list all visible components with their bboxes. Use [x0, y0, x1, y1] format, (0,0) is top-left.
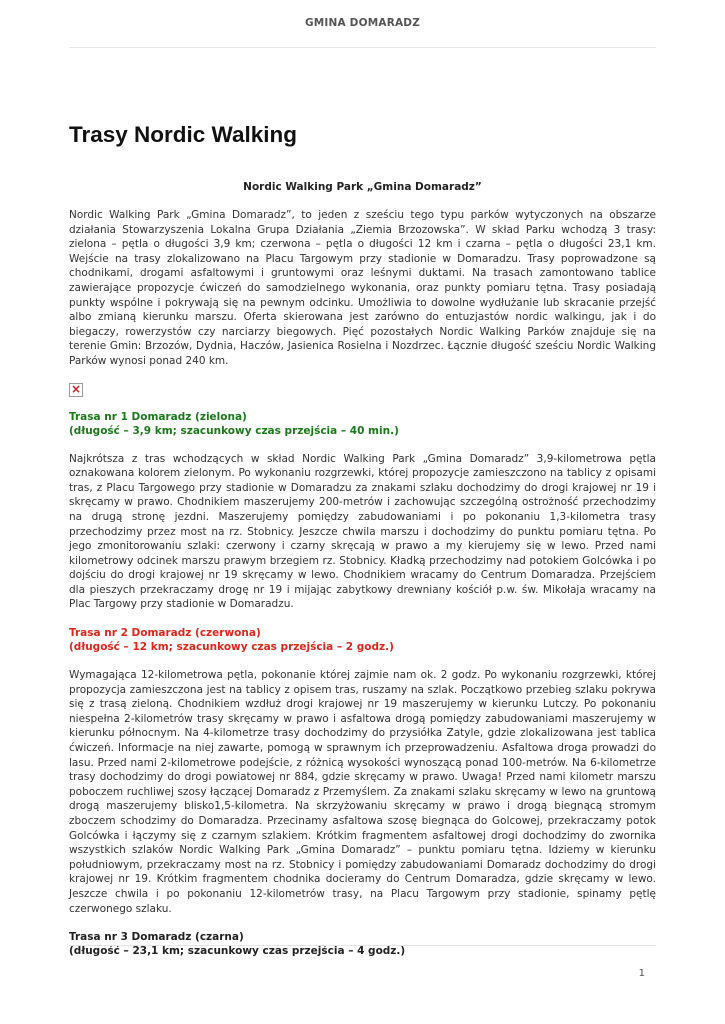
route-1-title-line2: (długość – 3,9 km; szacunkowy czas przejścia – 40 min.) [69, 424, 399, 437]
route-3-title-line1: Trasa nr 3 Domaradz (czarna) [69, 931, 244, 944]
route-3-title-line2: (długość – 23,1 km; szacunkowy czas przejścia – 4 godz.) [69, 945, 406, 958]
route-1-title-line1: Trasa nr 1 Domaradz (zielona) [69, 410, 247, 423]
route-2-title-line2: (długość – 12 km; szacunkowy czas przejścia – 2 godz.) [69, 641, 394, 654]
route-1-description: Najkrótsza z tras wchodzących w skład Nordic Walking Park „Gmina Domaradz” 3,9-kilometrowa pętla oznakowana kolorem zielonym. Po wykonaniu rozgrzewki, której propozycje zamieszczono na tablicy z opisami tras, z Placu Targowego przy stadionie w Domaradzu za znakami szlaku dochodzimy do drogi krajowej nr 19 i skręcamy w prawo. Chodnikiem maszerujemy 200-metrów i zachowując szczególną ostrożność przechodzimy na drugą stronę jezdni. Maszerujemy pomiędzy zabudowaniami i po pokonaniu 1,3-kilometra trasy przechodzimy przez most na rz. Stobnicy. Jeszcze chwila marszu i dochodzimy do punktu pomiaru tętna. Po jego zmonitorowaniu szlaki: czerwony i czarny skręcają w prawo a my kierujemy się w lewo. Przed nami kilometrowy odcinek marszu prawym brzegiem rz. Stobnicy. Kładką przechodzimy nad potokiem Golcówka i po dojściu do drogi krajowej nr 19 skręcamy w lewo. Chodnikiem wracamy do Centrum Domaradza. Przejściem dla pieszych przekraczamy drogę nr 19 i mijając zabytkowy drewniany kościół p.w. św. Mikołaja wracamy na Plac Targowy przy stadionie w Domaradzu. [69, 452, 656, 611]
route-1-title [69, 410, 656, 438]
route-2-description: Wymagająca 12-kilometrowa pętla, pokonanie której zajmie nam ok. 2 godz. Po wykonaniu rozgrzewki, której propozycja zamieszczona jest na tablicy z opisem tras, ruszamy na szlak. Początkowo przebieg szlaku pokrywa się z trasą zieloną. Chodnikiem wzdłuż drogi krajowej nr 19 maszerujemy w kierunku Lutczy. Po pokonaniu niespełna 2-kilometrów trasy skręcamy w prawo i asfaltowa drogą pomiędzy zabudowaniami maszerujemy w kierunku północnym. Na 4-kilometrze trasy dochodzimy do przysiółka Zatyle, gdzie zlokalizowana jest tablica ćwiczeń. Informacje na niej zawarte, pomogą w sprawnym ich przeprowadzeniu. Asfaltowa droga prowadzi do lasu. Przed nami 2-kilometrowe podejście, z różnicą wysokości wynoszącą ponad 100-metrów. Na 6-kilometrze trasy dochodzimy do drogi powiatowej nr 884, gdzie skręcamy w prawo. Uwaga! Przed nami kilometr marszu poboczem ruchliwej szosy łączącej Domaradz z Przemyślem. Za znakami szlaku skręcamy w lewo na gruntową drogą maszerujemy blisko1,5-kilometra. Na skrzyżowaniu skręcamy w prawo i drogą biegnącą stromym zboczem schodzimy do Domaradza. Przecinamy asfaltowa szosę biegnąca do Golcowej, przekraczamy potok Golcówka i łączymy się z czarnym szlakiem. Krótkim fragmentem asfaltowej drogi dochodzimy do zwornika wszystkich szlaków Nordic Walking Park „Gmina Domaradz” – punktu pomiaru tętna. Idziemy w kierunku południowym, przekraczamy most na rz. Stobnicy i pomiędzy zabudowaniami Domaradz dochodzimy do drogi krajowej nr 19. Krótkim fragmentem chodnika docieramy do Centrum Domaradza, gdzie skręcamy w lewo. Jeszcze chwila i po pokonaniu 12-kilometrów trasy, na Placu Targowym przy stadionie, spinamy pętlę czerwonego szlaku. [69, 669, 656, 915]
route-2-title-line1: Trasa nr 2 Domaradz (czerwona) [69, 627, 261, 640]
intro-paragraph: Nordic Walking Park „Gmina Domaradz”, to jeden z sześciu tego typu parków wytyczonych na obszarze działania Stowarzyszenia Lokalna Grupa Działania „Ziemia Brzozowska”. W skład Parku wchodzą 3 trasy: zielona – pętla o długości 3,9 km; czerwona – pętla o długości 12 km i czarna – pętla o długości 23,1 km. Wejście na trasy zlokalizowano na Placu Targowym przy stadionie w Domaradzu. Trasy poprowadzone są chodnikami, drogami asfaltowymi i gruntowymi oraz leśnymi duktami. Na trasach zamontowano tablice zawierające propozycje ćwiczeń do samodzielnego wykonania, oraz punkty pomiaru tętna. Trasy posiadają punkty wspólne i pokrywają się na pewnym odcinku. Umożliwia to dowolne wydłużanie lub skracanie przejść albo zmianą kierunku marszu. Oferta skierowana jest zarówno do entuzjastów nordic walkingu, jak i do biegaczy, rowerzystów czy narciarzy biegowych. Pięć pozostałych Nordic Walking Parków znajduje się na terenie Gmin: Brzozów, Dydnia, Haczów, Jasienica Rosielna i Nozdrzec. Łącznie długość sześciu Nordic Walking Parków wynosi ponad 240 km. [69, 209, 656, 367]
route-2-title [69, 626, 656, 654]
page-number: 1 [638, 968, 645, 979]
document-header [69, 17, 656, 48]
page-title: Trasy Nordic Walking [69, 122, 297, 147]
page-content [69, 120, 656, 958]
section-subtitle: Nordic Walking Park „Gmina Domaradz” [243, 181, 482, 193]
broken-image-icon: × [70, 381, 82, 396]
header-title: GMINA DOMARADZ [304, 17, 421, 29]
footer-divider [69, 945, 656, 946]
